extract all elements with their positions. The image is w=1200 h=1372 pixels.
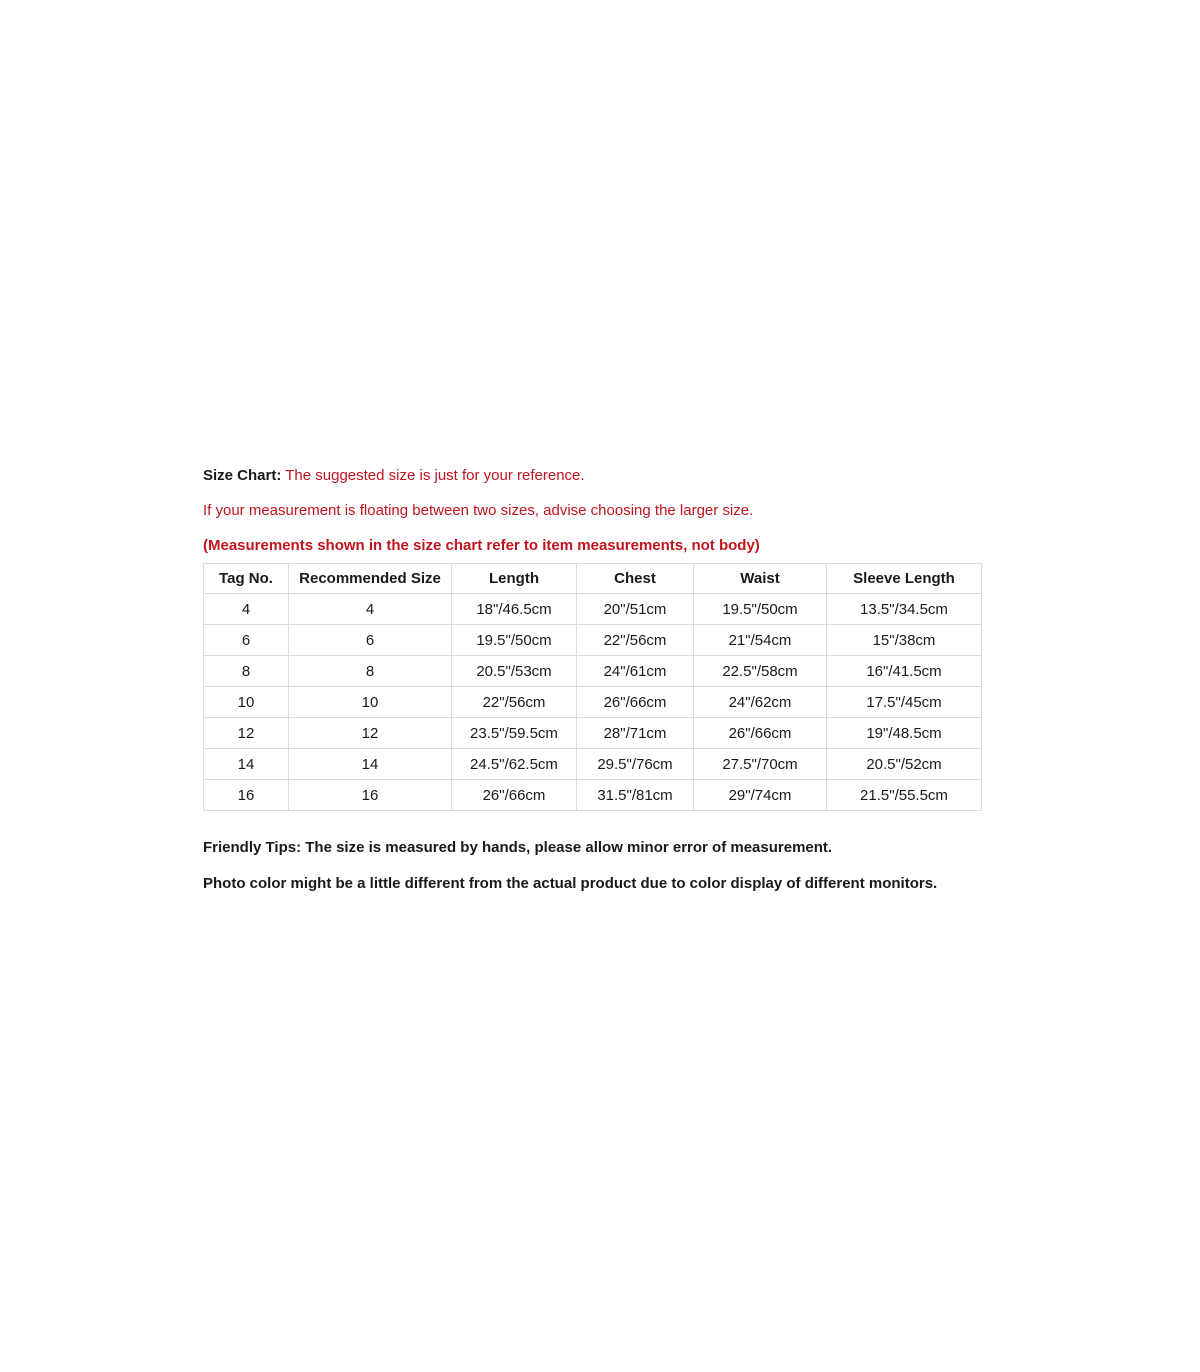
- cell-waist: 21"/54cm: [694, 625, 827, 656]
- header-sleeve-length: Sleeve Length: [827, 564, 982, 594]
- cell-tag-no: 16: [204, 780, 289, 811]
- advice-text: If your measurement is floating between two sizes, advise choosing the larger size.: [203, 502, 754, 519]
- size-table: [203, 563, 982, 811]
- cell-waist: 22.5"/58cm: [694, 656, 827, 687]
- table-row: [204, 625, 982, 656]
- cell-chest: 31.5"/81cm: [577, 780, 694, 811]
- cell-sleeve-length: 17.5"/45cm: [827, 687, 982, 718]
- header-tag-no: Tag No.: [204, 564, 289, 594]
- cell-length: 18"/46.5cm: [452, 594, 577, 625]
- header-chest: Chest: [577, 564, 694, 594]
- size-chart-document: [203, 466, 1103, 894]
- photo-color-note: Photo color might be a little different from the actual product due to color display of different monitors.: [203, 875, 938, 892]
- tips-section: [203, 838, 1103, 894]
- cell-sleeve-length: 20.5"/52cm: [827, 749, 982, 780]
- size-chart-intro: [203, 466, 1103, 486]
- header-length: Length: [452, 564, 577, 594]
- cell-tag-no: 6: [204, 625, 289, 656]
- cell-sleeve-length: 19"/48.5cm: [827, 718, 982, 749]
- cell-length: 19.5"/50cm: [452, 625, 577, 656]
- cell-sleeve-length: 21.5"/55.5cm: [827, 780, 982, 811]
- table-header-row: [204, 564, 982, 594]
- cell-recommended-size: 4: [289, 594, 452, 625]
- cell-tag-no: 4: [204, 594, 289, 625]
- cell-recommended-size: 8: [289, 656, 452, 687]
- table-row: [204, 718, 982, 749]
- table-row: [204, 687, 982, 718]
- table-row: [204, 749, 982, 780]
- cell-sleeve-length: 16"/41.5cm: [827, 656, 982, 687]
- table-row: [204, 780, 982, 811]
- friendly-tips-text: Friendly Tips: The size is measured by hands, please allow minor error of measurement.: [203, 839, 833, 856]
- measurement-note: (Measurements shown in the size chart refer to item measurements, not body): [203, 537, 760, 554]
- cell-tag-no: 8: [204, 656, 289, 687]
- reference-note: The suggested size is just for your reference.: [281, 467, 585, 484]
- cell-length: 24.5"/62.5cm: [452, 749, 577, 780]
- size-chart-label: Size Chart:: [203, 467, 282, 484]
- cell-chest: 20"/51cm: [577, 594, 694, 625]
- cell-waist: 19.5"/50cm: [694, 594, 827, 625]
- cell-recommended-size: 14: [289, 749, 452, 780]
- cell-chest: 24"/61cm: [577, 656, 694, 687]
- table-row: [204, 594, 982, 625]
- cell-length: 22"/56cm: [452, 687, 577, 718]
- cell-length: 20.5"/53cm: [452, 656, 577, 687]
- cell-chest: 28"/71cm: [577, 718, 694, 749]
- cell-recommended-size: 12: [289, 718, 452, 749]
- cell-sleeve-length: 13.5"/34.5cm: [827, 594, 982, 625]
- table-row: [204, 656, 982, 687]
- cell-chest: 22"/56cm: [577, 625, 694, 656]
- cell-waist: 26"/66cm: [694, 718, 827, 749]
- cell-tag-no: 14: [204, 749, 289, 780]
- header-recommended-size: Recommended Size: [289, 564, 452, 594]
- cell-waist: 29"/74cm: [694, 780, 827, 811]
- cell-waist: 24"/62cm: [694, 687, 827, 718]
- cell-tag-no: 10: [204, 687, 289, 718]
- cell-recommended-size: 10: [289, 687, 452, 718]
- cell-chest: 26"/66cm: [577, 687, 694, 718]
- cell-sleeve-length: 15"/38cm: [827, 625, 982, 656]
- header-waist: Waist: [694, 564, 827, 594]
- cell-chest: 29.5"/76cm: [577, 749, 694, 780]
- cell-length: 26"/66cm: [452, 780, 577, 811]
- cell-recommended-size: 6: [289, 625, 452, 656]
- cell-recommended-size: 16: [289, 780, 452, 811]
- cell-waist: 27.5"/70cm: [694, 749, 827, 780]
- cell-length: 23.5"/59.5cm: [452, 718, 577, 749]
- cell-tag-no: 12: [204, 718, 289, 749]
